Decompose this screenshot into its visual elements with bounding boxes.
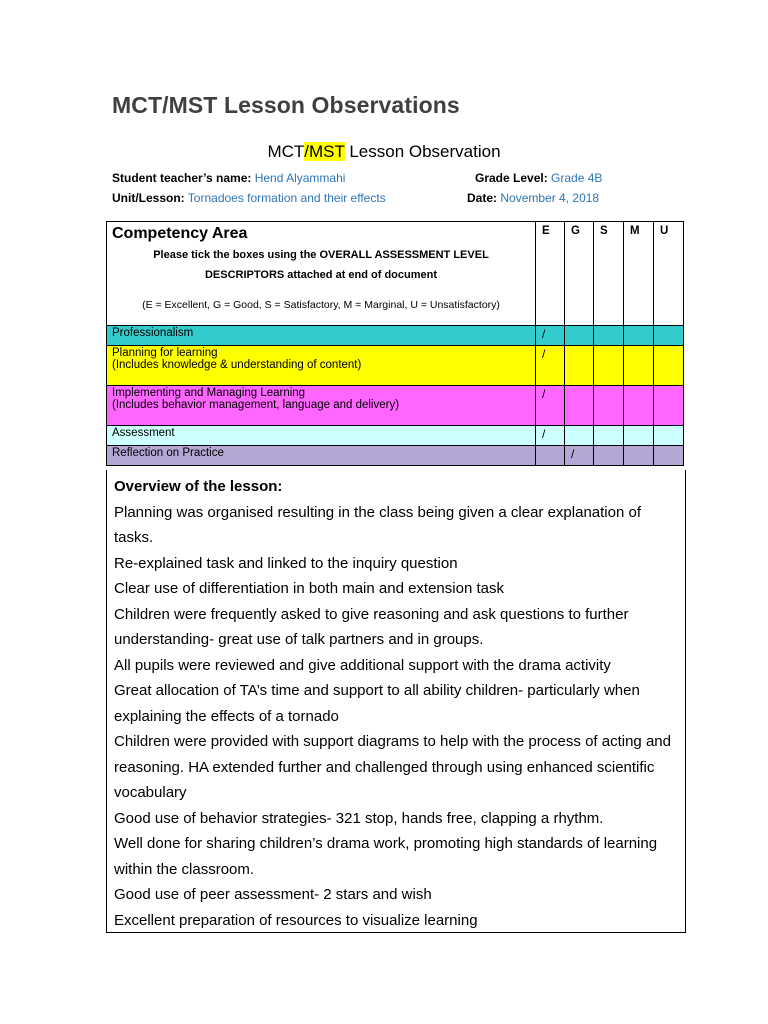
column-header-u: U: [654, 222, 684, 326]
overview-line: Clear use of differentiation in both main and extension task: [114, 580, 504, 597]
form-title-part2: Lesson Observation: [344, 142, 501, 161]
rating-s[interactable]: [594, 446, 624, 466]
column-header-m: M: [624, 222, 654, 326]
rating-s[interactable]: [594, 386, 624, 426]
competency-label-line2: (Includes behavior management, language and delivery): [112, 399, 400, 411]
column-header-s: S: [594, 222, 624, 326]
grade-level-field: [475, 171, 602, 185]
unit-lesson-field: [112, 191, 386, 205]
competency-row-reflection: [107, 446, 684, 466]
competency-label-line1: Reflection on Practice: [112, 447, 224, 459]
student-name-value: Hend Alyammahi: [254, 171, 346, 185]
overview-line: Good use of peer assessment- 2 stars and wish: [114, 886, 432, 903]
rating-s[interactable]: [594, 346, 624, 386]
competency-table: [106, 221, 684, 466]
competency-label: [107, 346, 536, 386]
rating-u[interactable]: [654, 326, 684, 346]
rating-s[interactable]: [594, 326, 624, 346]
rating-m[interactable]: [624, 446, 654, 466]
competency-label: [107, 326, 536, 346]
unit-lesson-label: Unit/Lesson:: [112, 191, 185, 205]
competency-instruction: [112, 245, 530, 285]
rating-u[interactable]: [654, 446, 684, 466]
date-label: Date:: [467, 191, 498, 205]
rating-e[interactable]: /: [536, 426, 565, 446]
competency-label: [107, 446, 536, 466]
competency-header-cell: [107, 222, 536, 326]
competency-label: [107, 386, 536, 426]
competency-title: Competency Area: [112, 225, 248, 242]
date-value: November 4, 2018: [500, 191, 600, 205]
rating-u[interactable]: [654, 426, 684, 446]
overview-line: Good use of behavior strategies- 321 stop, hands free, clapping a rhythm.: [114, 809, 604, 827]
competency-header-row: [107, 222, 684, 326]
overview-line: All pupils were reviewed and give additional support with the drama activity: [114, 656, 611, 674]
rating-m[interactable]: [624, 346, 654, 386]
form-title: [0, 142, 768, 162]
overview-line: Re-explained task and linked to the inquiry question: [114, 554, 458, 572]
unit-lesson-value: Tornadoes formation and their effects: [187, 191, 386, 205]
competency-label: [107, 426, 536, 446]
competency-label-line1: Planning for learning: [112, 347, 218, 359]
competency-row-implementing: [107, 386, 684, 426]
rating-g[interactable]: /: [565, 446, 594, 466]
student-name-field: [112, 171, 345, 185]
lesson-overview: [106, 470, 686, 933]
form-title-part1: MCT: [267, 142, 305, 161]
rating-m[interactable]: [624, 326, 654, 346]
competency-row-assessment: [107, 426, 684, 446]
overview-line: Planning was organised resulting in the class being given a clear explanation of tasks.: [114, 503, 641, 546]
competency-label-line2: (Includes knowledge & understanding of content): [112, 359, 362, 371]
overview-line: Children were provided with support diagrams to help with the process of acting and reasoning. HA extended further and challenged through using enhanced scientific vocabulary: [114, 733, 671, 801]
competency-row-planning: [107, 346, 684, 386]
rating-m[interactable]: [624, 386, 654, 426]
page-heading: MCT/MST Lesson Observations: [112, 92, 460, 118]
date-field: [467, 191, 599, 205]
competency-label-line1: Professionalism: [112, 327, 194, 339]
rating-g[interactable]: [565, 386, 594, 426]
rating-e[interactable]: /: [536, 346, 565, 386]
grade-level-label: Grade Level:: [475, 171, 548, 185]
rating-g[interactable]: [565, 346, 594, 386]
rating-g[interactable]: [565, 326, 594, 346]
column-header-g: G: [565, 222, 594, 326]
student-name-label: Student teacher’s name:: [112, 171, 252, 185]
competency-instruction-line1: Please tick the boxes using the OVERALL ASSESSMENT LEVEL: [153, 249, 489, 261]
rating-m[interactable]: [624, 426, 654, 446]
competency-instruction-line2: DESCRIPTORS attached at end of document: [204, 269, 438, 281]
overview-line: Excellent preparation of resources to visualize learning: [114, 911, 478, 929]
rating-u[interactable]: [654, 346, 684, 386]
rating-u[interactable]: [654, 386, 684, 426]
overview-line: Children were frequently asked to give reasoning and ask questions to further understanding- great use of talk partners and in groups.: [114, 605, 629, 648]
competency-label-line1: Implementing and Managing Learning: [112, 387, 306, 399]
rating-g[interactable]: [565, 426, 594, 446]
competency-label-line1: Assessment: [112, 427, 175, 439]
rating-e[interactable]: /: [536, 326, 565, 346]
rating-e[interactable]: [536, 446, 565, 466]
rating-s[interactable]: [594, 426, 624, 446]
overview-title: Overview of the lesson:: [114, 478, 283, 495]
form-title-highlight: /MST: [304, 142, 345, 161]
competency-row-professionalism: [107, 326, 684, 346]
overview-line: Great allocation of TA’s time and support to all ability children- particularly when explaining the effects of a tornado: [114, 682, 640, 725]
overview-line: Well done for sharing children’s drama work, promoting high standards of learning within the classroom.: [114, 835, 658, 878]
grade-level-value: Grade 4B: [551, 171, 603, 185]
rating-e[interactable]: /: [536, 386, 565, 426]
column-header-e: E: [536, 222, 565, 326]
competency-key: (E = Excellent, G = Good, S = Satisfactory, M = Marginal, U = Unsatisfactory): [142, 299, 500, 311]
